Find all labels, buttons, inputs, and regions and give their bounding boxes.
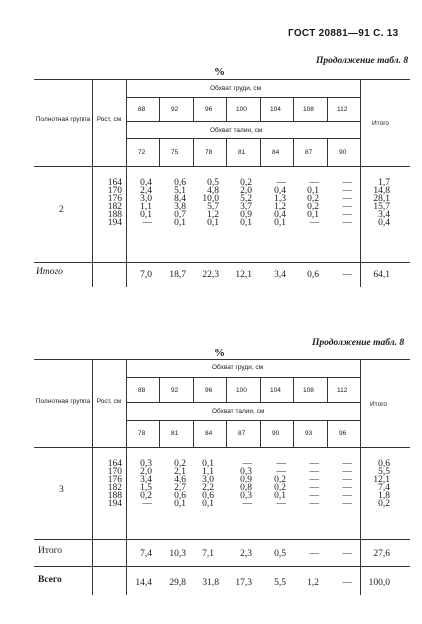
total-value: 0,5 (274, 549, 286, 559)
chest-size: 88 (138, 106, 146, 113)
group-value: 2 (59, 205, 64, 215)
col-header-height: Рост, см (96, 398, 122, 405)
data-column: 0,3 2,0 3,4 1,5 0,2 — (140, 459, 152, 509)
grand-total-value: — (342, 578, 352, 588)
page-header: ГОСТ 20881—91 С. 13 (288, 28, 399, 39)
heights-column: 164 170 176 182 188 194 (107, 178, 122, 228)
waist-size: 93 (305, 430, 313, 437)
percent-label: % (214, 66, 225, 78)
col-header-total: Итого (372, 120, 390, 127)
col-header-height: Рост, см (96, 116, 122, 123)
heights-column: 164 170 176 182 188 194 (107, 459, 122, 509)
chest-size: 112 (337, 387, 348, 394)
table-continuation-label: Продолжение табл. 8 (316, 56, 409, 66)
chest-size: 88 (138, 387, 146, 394)
grand-total-value: 5,5 (274, 578, 286, 588)
total-value: 22,3 (202, 270, 219, 280)
grand-total-value: 100,0 (368, 578, 390, 588)
chest-size: 112 (337, 106, 348, 113)
data-column: 0,2 2,1 4,6 2,7 0,6 0,1 (174, 459, 186, 509)
waist-size: 78 (205, 149, 213, 156)
chest-size: 104 (270, 106, 281, 113)
data-column: — — — — — — (309, 459, 319, 509)
grand-total-value: 29,8 (169, 578, 186, 588)
data-column: — — — — — — (342, 178, 352, 228)
total-value: 64,1 (373, 270, 390, 280)
waist-size: 72 (138, 149, 146, 156)
waist-size: 81 (238, 149, 246, 156)
data-column: — — 0,2 0,2 0,1 — (274, 459, 286, 509)
grand-total-label: Всего (38, 575, 62, 585)
total-value: 7,0 (140, 270, 152, 280)
chest-size: 96 (205, 387, 213, 394)
total-value: — (309, 549, 319, 559)
col-header-group: Полнотная группа (35, 398, 91, 405)
row-totals-column: 1,7 14,8 28,1 15,7 3,4 0,4 (373, 178, 390, 228)
grand-total-value: 31,8 (202, 578, 219, 588)
total-value: 12,1 (235, 270, 252, 280)
data-column: — 0,4 1,3 1,2 0,4 0,1 (274, 178, 286, 228)
chest-size: 92 (171, 387, 179, 394)
total-value: — (342, 270, 352, 280)
waist-size: 84 (272, 149, 280, 156)
data-column: — — — — — — (342, 459, 352, 509)
total-value: 7,4 (140, 549, 152, 559)
chest-header: Обхват груди, см (210, 85, 262, 92)
total-value: 0,6 (307, 270, 319, 280)
grand-total-value: 17,3 (235, 578, 252, 588)
data-column: — 0,3 0,9 0,8 0,3 — (240, 459, 252, 509)
total-value: 3,4 (274, 270, 286, 280)
waist-size: 87 (238, 430, 246, 437)
waist-size: 81 (171, 430, 179, 437)
row-totals-column: 0,6 5,5 12,1 7,4 1,8 0,2 (373, 459, 390, 509)
chest-size: 96 (205, 106, 213, 113)
percent-label: % (214, 347, 225, 359)
data-column: 0,5 4,8 10,0 5,7 1,2 0,1 (202, 178, 219, 228)
data-column: 0,6 5,1 8,4 3,8 0,7 0,1 (174, 178, 186, 228)
total-row-label: Итого (36, 267, 63, 277)
total-value: 10,3 (169, 549, 186, 559)
total-value: — (342, 549, 352, 559)
chest-size: 92 (171, 106, 179, 113)
waist-header: Обхват талии, см (210, 127, 263, 134)
group-value: 3 (59, 485, 64, 495)
total-value: 7,1 (202, 549, 214, 559)
waist-size: 75 (171, 149, 179, 156)
table-continuation-label: Продолжение табл. 8 (312, 338, 405, 348)
waist-size: 96 (339, 430, 347, 437)
total-value: 27,6 (373, 549, 390, 559)
total-value: 2,3 (240, 549, 252, 559)
total-value: 18,7 (169, 270, 186, 280)
waist-size: 90 (272, 430, 280, 437)
col-header-total: Итого (370, 401, 388, 408)
data-column: 0,1 1,1 3,0 2,2 0,6 0,1 (202, 459, 214, 509)
chest-size: 100 (236, 106, 247, 113)
total-row-label: Итого (38, 546, 63, 556)
data-column: 0,4 2,4 3,0 1,1 0,1 — (140, 178, 152, 228)
waist-size: 90 (339, 149, 347, 156)
chest-size: 100 (236, 387, 247, 394)
data-column: — 0,1 0,2 0,2 0,1 — (307, 178, 319, 228)
chest-size: 104 (270, 387, 281, 394)
chest-size: 108 (303, 387, 314, 394)
data-column: 0,2 2,0 5,2 3,7 0,9 0,1 (240, 178, 252, 228)
grand-total-value: 14,4 (135, 578, 152, 588)
waist-header: Обхват талии, см (212, 408, 265, 415)
chest-header: Обхват груди, см (212, 364, 264, 371)
waist-size: 87 (305, 149, 313, 156)
waist-size: 78 (138, 430, 146, 437)
grand-total-value: 1,2 (307, 578, 319, 588)
col-header-group: Полнотная группа (35, 116, 91, 123)
waist-size: 84 (205, 430, 213, 437)
chest-size: 108 (303, 106, 314, 113)
